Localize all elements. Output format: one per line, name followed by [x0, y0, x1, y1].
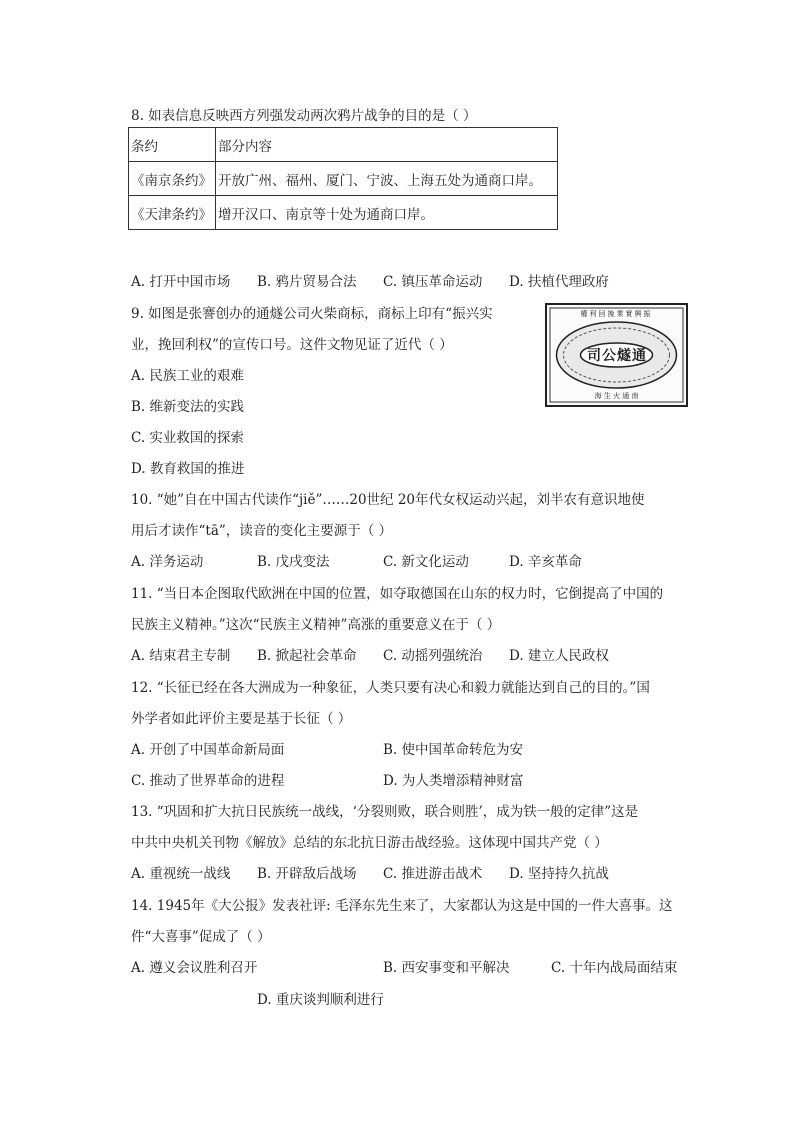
matchbox-center-text: 司公燧通 — [587, 348, 647, 364]
q14-option-a[interactable]: A. 遵义会议胜利召开 — [131, 960, 258, 976]
q12-option-a[interactable]: A. 开创了中国革命新局面 — [131, 742, 285, 758]
table-cell: 《天津条约》 — [129, 196, 216, 230]
q11-stem-line2: 民族主义精神。”这次“民族主义精神”高涨的重要意义在于（ ） — [131, 617, 501, 633]
q13-option-c[interactable]: C. 推进游击战术 — [383, 866, 483, 882]
table-cell: 《南京条约》 — [129, 162, 216, 196]
table-cell: 增开汉口、南京等十处为通商口岸。 — [216, 196, 558, 230]
q13-option-b[interactable]: B. 开辟敌后战场 — [257, 866, 357, 882]
q8-stem: 8. 如表信息反映西方列强发动两次鸦片战争的目的是（ ） — [131, 108, 477, 124]
q10-stem-line2: 用后才读作“tā”，读音的变化主要源于（ ） — [131, 523, 393, 539]
q11-stem-line1: 11. “当日本企图取代欧洲在中国的位置，如夺取德国在山东的权力时，它倒提高了中国的 — [131, 586, 664, 602]
q9-stem-line2: 业，挽回利权”的宣传口号。这件文物见证了近代（ ） — [131, 337, 453, 353]
q12-option-c[interactable]: C. 推动了世界革命的进程 — [131, 773, 285, 789]
q14-option-c[interactable]: C. 十年内战局面结束 — [551, 960, 678, 976]
q12-stem-line2: 外学者如此评价主要是基于长征（ ） — [131, 711, 352, 727]
q14-stem-line1: 14. 1945年《大公报》发表社评: 毛泽东先生来了，大家都认为这是中国的一件大喜事。这 — [131, 898, 673, 914]
q9-option-d[interactable]: D. 教育救国的推进 — [131, 461, 245, 477]
q10-option-c[interactable]: C. 新文化运动 — [383, 554, 469, 570]
q13-option-d[interactable]: D. 坚持持久抗战 — [509, 866, 609, 882]
q12-option-b[interactable]: B. 使中国革命转危为安 — [383, 742, 524, 758]
q10-option-d[interactable]: D. 辛亥革命 — [509, 554, 582, 570]
matchbox-top-text: 權利回挽業實興振 — [580, 310, 653, 318]
q11-option-c[interactable]: C. 动摇列强统治 — [383, 648, 483, 664]
q9-option-a[interactable]: A. 民族工业的艰难 — [131, 368, 244, 384]
q8-option-d[interactable]: D. 扶植代理政府 — [509, 274, 609, 290]
q9-option-b[interactable]: B. 维新变法的实践 — [131, 399, 245, 415]
table-row — [129, 128, 558, 162]
q8-option-b[interactable]: B. 鸦片贸易合法 — [257, 274, 357, 290]
table-header-cell: 条约 — [129, 128, 216, 162]
q8-table — [128, 127, 558, 230]
q11-option-b[interactable]: B. 掀起社会革命 — [257, 648, 357, 664]
table-row — [129, 196, 558, 230]
matchbox-label-image — [545, 303, 688, 407]
q12-option-d[interactable]: D. 为人类增添精神财富 — [383, 773, 524, 789]
q9-option-c[interactable]: C. 实业救国的探索 — [131, 430, 244, 446]
q11-option-d[interactable]: D. 建立人民政权 — [509, 648, 609, 664]
q13-option-a[interactable]: A. 重视统一战线 — [131, 866, 231, 882]
q10-option-b[interactable]: B. 戊戌变法 — [257, 554, 330, 570]
q10-stem-line1: 10. “她”自在中国古代读作“jiě”……20世纪 20年代女权运动兴起，刘半农有意识地使 — [131, 492, 645, 508]
q13-stem-line2: 中共中央机关刊物《解放》总结的东北抗日游击战经验。这体现中国共产党（ ） — [131, 835, 608, 851]
q14-option-b[interactable]: B. 西安事变和平解决 — [383, 960, 510, 976]
q13-stem-line1: 13. “巩固和扩大抗日民族统一战线，‘分裂则败，联合则胜’，成为铁一般的定律”这是 — [131, 804, 639, 820]
q10-option-a[interactable]: A. 洋务运动 — [131, 554, 204, 570]
table-header-cell: 部分内容 — [216, 128, 558, 162]
q9-stem-line1: 9. 如图是张謇创办的通燧公司火柴商标，商标上印有“振兴实 — [131, 306, 493, 322]
table-row — [129, 162, 558, 196]
q8-option-a[interactable]: A. 打开中国市场 — [131, 274, 231, 290]
q8-option-c[interactable]: C. 镇压革命运动 — [383, 274, 483, 290]
q14-stem-line2: 件“大喜事”促成了（ ） — [131, 929, 271, 945]
q14-option-d[interactable]: D. 重庆谈判顺利进行 — [257, 992, 384, 1008]
matchbox-bottom-text: 海 生 火 通 南 — [594, 392, 639, 400]
q12-stem-line1: 12. “长征已经在各大洲成为一种象征，人类只要有决心和毅力就能达到自己的目的。”国 — [131, 680, 650, 696]
table-cell: 开放广州、福州、厦门、宁波、上海五处为通商口岸。 — [216, 162, 558, 196]
q11-option-a[interactable]: A. 结束君主专制 — [131, 648, 231, 664]
